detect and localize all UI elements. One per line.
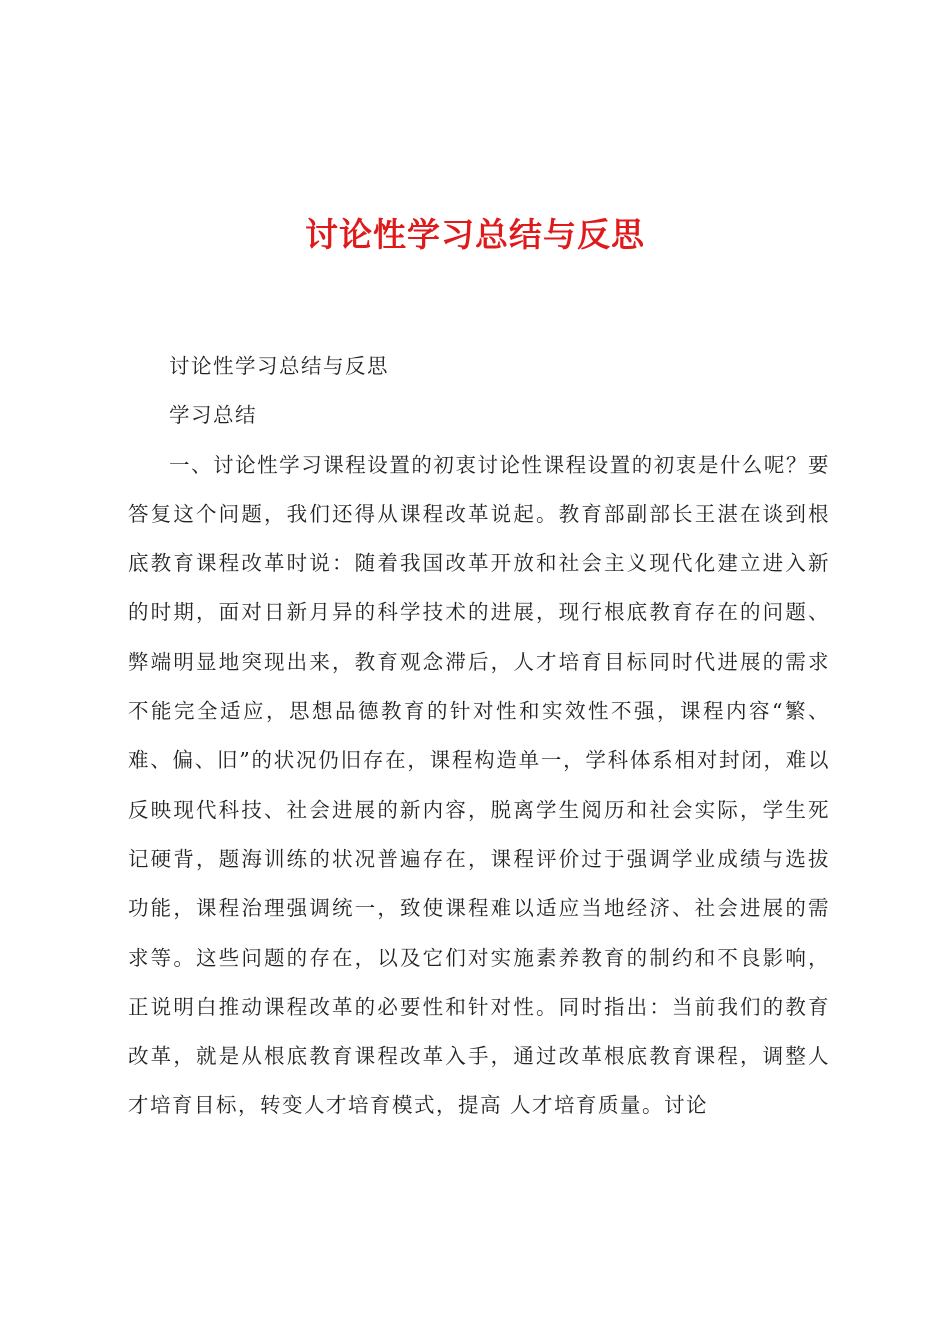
- subheading-study-summary: 学习总结: [169, 403, 257, 428]
- subheading-title-repeat: 讨论性学习总结与反思: [169, 354, 389, 378]
- document-body: [128, 342, 830, 1131]
- body-paragraph: 一、讨论性学习课程设置的初衷讨论性课程设置的初衷是什么呢？要答复这个问题，我们还得从课程改革说起。教育部副部长王湛在谈到根底教育课程改革时说：随着我国改革开放和社会主义现代化建立进入新的时期，面对日新月异的科学技术的进展，现行根底教育存在的问题、弊端明显地突现出来，教育观念滞后，人才培育目标同时代进展的需求不能完全适应，思想品德教育的针对性和实效性不强，课程内容“繁、难、偏、旧”的状况仍旧存在，课程构造单一，学科体系相对封闭，难以反映现代科技、社会进展的新内容，脱离学生阅历和社会实际，学生死记硬背，题海训练的状况普遍存在，课程评价过于强调学业成绩与选拔功能，课程治理强调统一，致使课程难以适应当地经济、社会进展的需求等。这些问题的存在，以及它们对实施素养教育的制约和不良影响，正说明白推动课程改革的必要性和针对性。同时指出：当前我们的教育改革，就是从根底教育课程改革入手，通过改革根底教育课程，调整人才培育目标，转变人才培育模式，提高 人才培育质量。讨论: [128, 452, 830, 1118]
- document-title: 讨论性学习总结与反思: [305, 215, 645, 254]
